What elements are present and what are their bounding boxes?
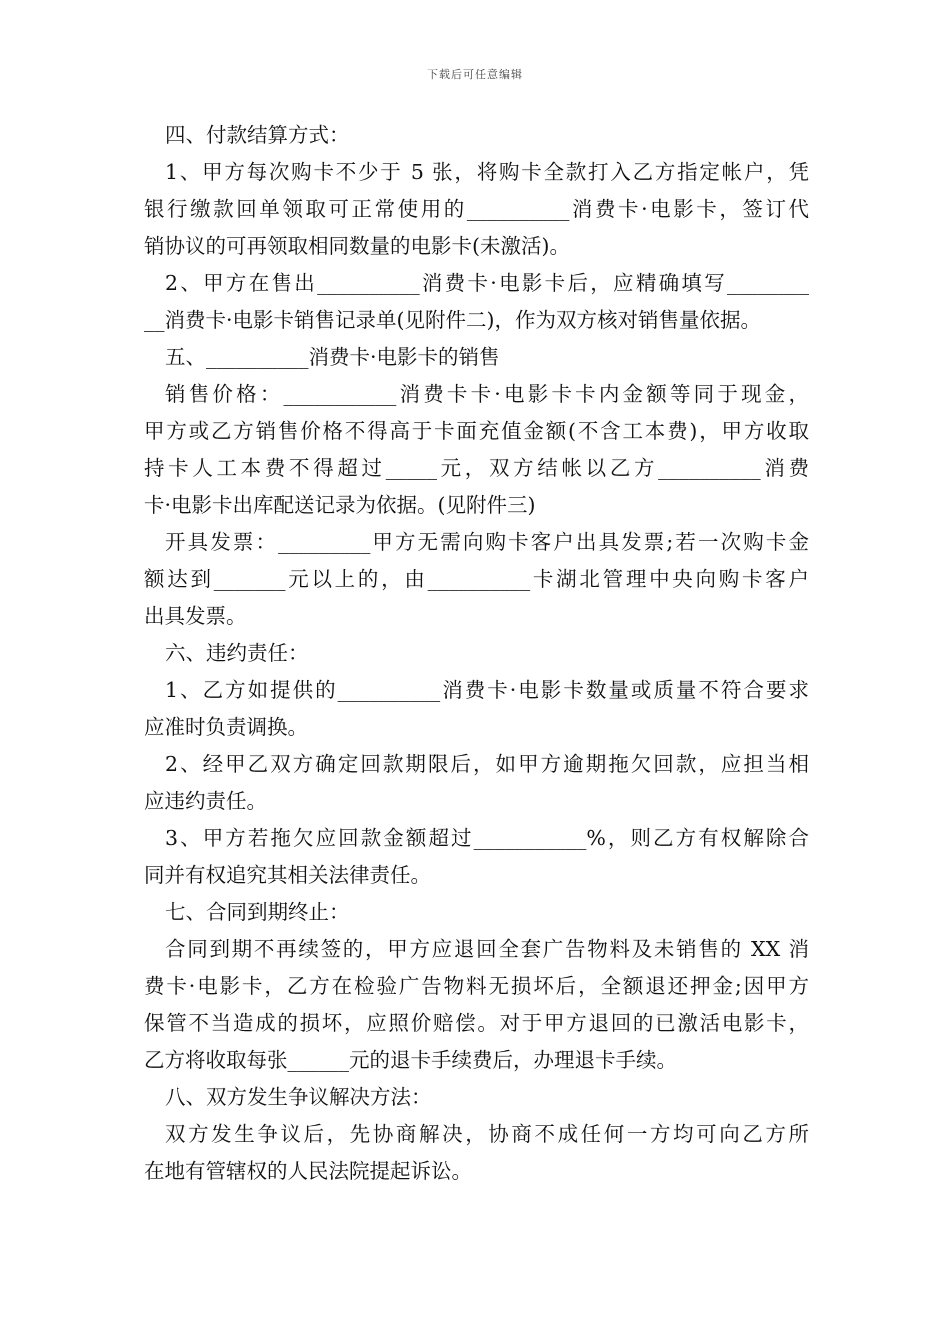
text-line: 甲方或乙方销售价格不得高于卡面充值金额(不含工本费)，甲方收取 [144, 419, 809, 443]
clause-sales-price [144, 376, 809, 524]
section-heading-dispute [144, 1079, 809, 1116]
text-line: 在地有管辖权的人民法院提起诉讼。 [144, 1159, 472, 1183]
clause-termination-1 [144, 931, 809, 1079]
text-line: 应违约责任。 [144, 789, 267, 813]
page-header: 下载后可任意编辑 [427, 68, 523, 81]
text-line: 同并有权追究其相关法律责任。 [144, 863, 431, 887]
text-line: 额达到_______元以上的，由__________卡湖北管理中央向购卡客户 [144, 567, 809, 591]
text-line: 1、甲方每次购卡不少于 5 张，将购卡全款打入乙方指定帐户，凭 [165, 160, 809, 184]
text-line: 出具发票。 [144, 604, 247, 628]
text-line: 四、付款结算方式： [165, 123, 350, 147]
text-line: 费卡·电影卡，乙方在检验广告物料无损坏后，全额退还押金;因甲方 [144, 974, 809, 998]
clause-payment-1 [144, 154, 809, 265]
text-line: 2、经甲乙双方确定回款期限后，如甲方逾期拖欠回款，应担当相 [165, 752, 809, 776]
text-line: 双方发生争议后，先协商解决，协商不成任何一方均可向乙方所 [165, 1122, 809, 1146]
text-line: 六、违约责任： [165, 641, 309, 665]
text-line: 销协议的可再领取相同数量的电影卡(未激活)。 [144, 234, 570, 258]
section-heading-payment [144, 117, 809, 154]
text-line: 银行缴款回单领取可正常使用的__________消费卡·电影卡，签订代 [144, 197, 809, 221]
text-line: 保管不当造成的损坏，应照价赔偿。对于甲方退回的已激活电影卡， [144, 1011, 809, 1035]
text-line: 3、甲方若拖欠应回款金额超过___________%，则乙方有权解除合 [165, 826, 809, 850]
clause-liability-1 [144, 672, 809, 746]
document-body [144, 117, 809, 1190]
text-line: 2、甲方在售出__________消费卡·电影卡后，应精确填写________ [165, 271, 809, 295]
text-line: 持卡人工本费不得超过_____元，双方结帐以乙方__________消费 [144, 456, 809, 480]
text-line: 销售价格：___________消费卡卡·电影卡卡内金额等同于现金， [165, 382, 809, 406]
text-line: 合同到期不再续签的，甲方应退回全套广告物料及未销售的 XX 消 [165, 937, 809, 961]
section-heading-termination [144, 894, 809, 931]
text-line: 卡·电影卡出库配送记录为依据。(见附件三) [144, 493, 536, 517]
text-line: __消费卡·电影卡销售记录单(见附件二)，作为双方核对销售量依据。 [144, 308, 762, 332]
text-line: 1、乙方如提供的__________消费卡·电影卡数量或质量不符合要求 [165, 678, 809, 702]
text-line: 应准时负责调换。 [144, 715, 308, 739]
text-line: 七、合同到期终止： [165, 900, 350, 924]
section-heading-liability [144, 635, 809, 672]
section-heading-sales [144, 339, 809, 376]
clause-liability-2 [144, 746, 809, 820]
clause-sales-invoice [144, 524, 809, 635]
clause-liability-3 [144, 820, 809, 894]
text-line: 乙方将收取每张______元的退卡手续费后，办理退卡手续。 [144, 1048, 677, 1072]
text-line: 八、双方发生争议解决方法： [165, 1085, 432, 1109]
text-line: 五、__________消费卡·电影卡的销售 [165, 345, 500, 369]
clause-payment-2 [144, 265, 809, 339]
clause-dispute-1 [144, 1116, 809, 1190]
text-line: 开具发票：_________甲方无需向购卡客户出具发票;若一次购卡金 [165, 530, 809, 554]
